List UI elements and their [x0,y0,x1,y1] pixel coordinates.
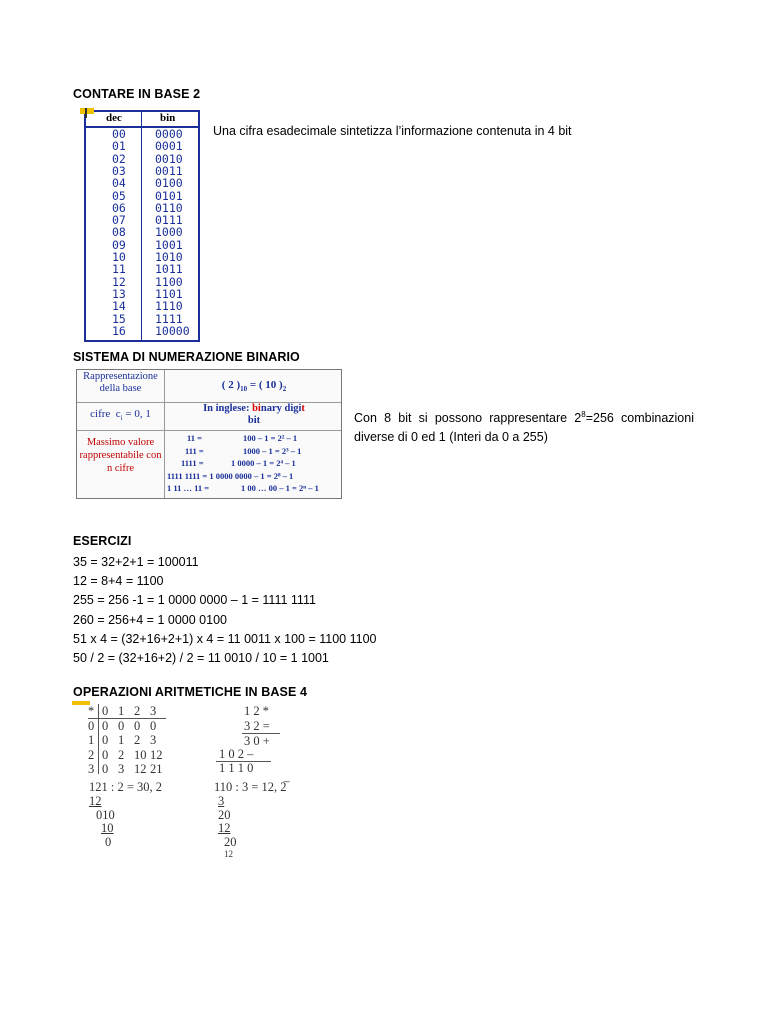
max-value-left: 1111 = [181,458,204,468]
bin-cell: 1001 [155,237,183,252]
max-value-left: 11 = [187,433,202,443]
mult-cell: 3 [150,733,157,747]
row3-label: Massimo valore rappresentabile con n cifre [79,437,162,474]
bin-cell: 10000 [155,323,190,338]
dec-cell: 04 [112,176,126,191]
bin-cell: 0111 [155,213,183,228]
dec-cell: 09 [112,237,126,252]
bin-cell: 0001 [155,139,183,154]
mult-cell: 12 [150,747,163,762]
div1-line: 12 [89,794,102,808]
bin-cell: 1011 [155,262,183,277]
hex-note: Una cifra esadecimale sintetizza l’informazione contenuta in 4 bit [213,124,572,138]
max-value-right: 1 00 … 00 – 1 = 2ⁿ – 1 [241,483,319,493]
header-dec: dec [106,112,122,124]
bits-note-pre: Con 8 bit si possono rappresentare 2 [354,411,582,426]
exercise-line: 50 / 2 = (32+16+2) / 2 = 11 0010 / 10 = 1 1001 [73,651,329,666]
div1-line: 0 [105,835,112,849]
table-row [86,325,198,337]
bin-cell: 1101 [155,286,183,301]
mult-table-vline [98,704,99,774]
bin-cell: 0101 [155,188,183,203]
mult-row-header: 2 [88,747,95,762]
mult-cell: 3 [118,762,125,776]
mult-cell: 1 [118,733,125,747]
dec-cell: 13 [112,286,126,301]
dec-cell: 02 [112,151,126,166]
max-value-right: 1 0000 – 1 = 2⁴ – 1 [231,458,296,468]
exercise-line: 12 = 8+4 = 1100 [73,574,164,589]
table-row [86,300,198,312]
mult-cell: 0 [118,718,125,733]
dec-cell: 15 [112,311,126,326]
mult-op-line: 1 0 2 – [219,747,254,761]
mult-header-cell: * [88,704,95,718]
table-row [86,177,198,189]
dec-cell: 01 [112,139,126,154]
div2-line: 110 : 3 = 12, 2̅ [214,780,287,794]
bin-cell: 0100 [155,176,183,191]
mult-cell: 0 [102,733,109,747]
bin-cell: 1111 [155,311,183,326]
row2-text-bit: bit [247,415,261,426]
table-row [86,190,198,202]
row1-label: Rappresentazione della base [83,371,158,394]
bin-cell: 0000 [155,127,183,141]
dec-cell: 00 [112,127,126,141]
dec-cell: 05 [112,188,126,203]
row3-values [167,432,341,495]
section-title-base4: OPERAZIONI ARITMETICHE IN BASE 4 [73,685,308,699]
table-row [86,313,198,325]
dec-cell: 16 [112,323,126,338]
bin-cell: 1100 [155,274,183,289]
bin-cell: 1000 [155,225,183,240]
max-value-line [167,432,341,445]
mult-cell: 2 [118,747,125,762]
mult-cell: 21 [150,762,163,776]
bin-cell: 0011 [155,163,183,178]
bin-cell: 1110 [155,299,183,314]
mult-op-line: 3 2 = [244,719,270,733]
max-value-left: 111 = [185,445,204,456]
row2-value [165,403,343,427]
exercise-line: 255 = 256 -1 = 1 0000 0000 – 1 = 1111 1111 [73,593,316,608]
max-value-left: 1111 1111 = 1 0000 0000 – 1 = 2⁸ – 1 [167,470,294,481]
mult-table-hline [88,718,166,719]
max-value-line [167,457,341,470]
exercise-line: 260 = 256+4 = 1 0000 0100 [73,612,227,627]
mult-header-cell: 0 [102,704,109,718]
table-row [86,140,198,152]
table-header [86,112,198,128]
mult-cell: 2 [134,733,141,747]
mult-cell: 0 [102,747,109,762]
div2-line: 20 [224,835,237,849]
row-divider [77,430,341,431]
mult-header-cell: 2 [134,704,141,718]
mult-op-line: 3 0 + [244,734,270,748]
div1-line: 010 [96,808,115,822]
max-value-left: 1 11 … 11 = [167,483,210,493]
dec-cell: 08 [112,225,126,240]
row2-text-a: In inglese: [203,403,253,414]
dec-cell: 06 [112,200,126,215]
max-value-right: 100 – 1 = 2² – 1 [243,433,298,443]
row2-text-t: t [301,403,305,414]
bits-note [354,405,694,447]
exercise-line: 35 = 32+2+1 = 100011 [73,555,199,569]
dec-cell: 10 [112,250,126,264]
dec-bin-table [84,110,200,342]
max-value-right: 1000 – 1 = 2³ – 1 [243,445,302,456]
row2-label: cifre $c_i = 0$, 1 [90,408,151,423]
mult-cell: 10 [134,747,147,762]
mult-op-line: 1 1 1 0 [219,761,254,775]
section-title-binary-system: SISTEMA DI NUMERAZIONE BINARIO [73,350,300,364]
exercise-list [73,553,377,668]
mult-cell: 0 [102,718,109,733]
row2-text-bi: bi [252,403,261,414]
bin-cell: 0010 [155,151,183,166]
bin-cell: 0110 [155,200,183,215]
table-row [86,226,198,238]
mult-row-header: 1 [88,733,95,747]
dec-cell: 11 [112,262,126,277]
div2-line: 20 [218,808,231,822]
max-value-line [167,445,341,458]
div2-line: 12 [218,821,231,835]
mult-row-header: 0 [88,718,95,733]
dec-cell: 12 [112,274,126,289]
table-row [86,263,198,275]
mult-cell: 0 [134,718,141,733]
base4-arithmetic-figure [76,700,306,860]
div1-line: 121 : 2 = 30, 2 [89,780,163,794]
dec-cell: 14 [112,299,126,314]
div2-line: 3 [218,794,225,808]
dec-cell: 03 [112,163,126,178]
section-title-base2: CONTARE IN BASE 2 [73,87,201,101]
binary-system-table [76,369,342,499]
section-title-esercizi: ESERCIZI [73,534,132,548]
mult-header-cell: 1 [118,704,125,718]
header-bin: bin [160,112,176,124]
mult-cell: 0 [102,762,109,776]
exercise-line: 51 x 4 = (32+16+2+1) x 4 = 11 0011 x 100 = 1100 1100 [73,631,377,646]
max-value-line [167,482,341,495]
mult-op-line: 1 2 * [244,704,269,718]
div1-line: 10 [101,821,114,835]
mult-cell: 0 [150,718,157,733]
row2-text-mid: nary digi [260,403,302,414]
dec-cell: 07 [112,213,126,228]
mult-header-cell: 3 [150,704,157,718]
bits-note-sup: 8 [581,410,586,419]
bin-cell: 1010 [155,250,183,264]
mult-row-header: 3 [88,762,95,776]
max-value-line [167,470,341,483]
bits-note-post: =256 combinazioni diverse di 0 ed 1 (Interi da 0 a 255) [354,411,694,445]
div2-line: 12 [224,849,233,858]
mult-cell: 12 [134,762,147,776]
row1-value: ( 2 )$_{10}$ = ( 10 )$_2$ [221,379,287,394]
